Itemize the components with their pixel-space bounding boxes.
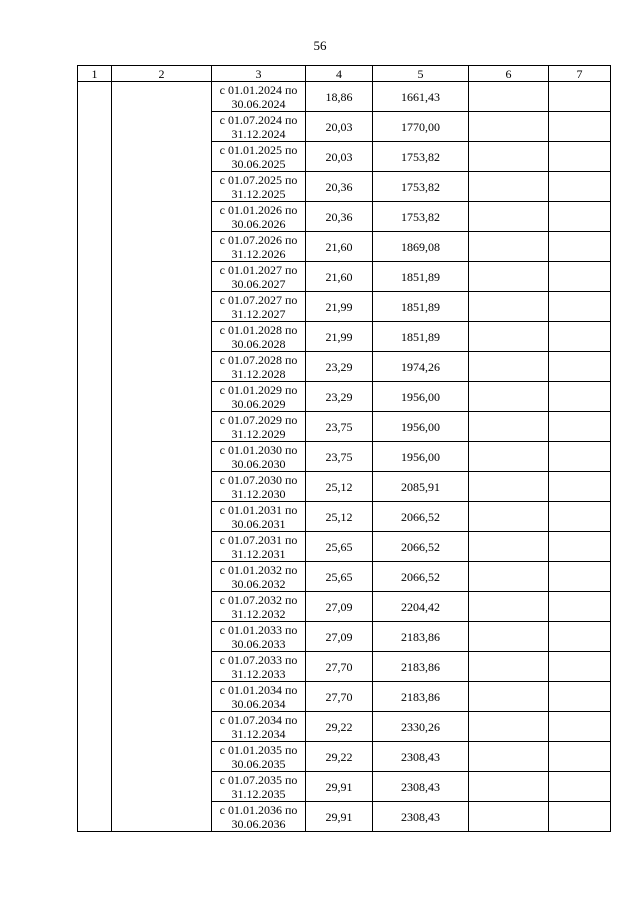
period-from: с 01.01.2036 по	[219, 802, 298, 817]
empty-col7	[549, 142, 611, 172]
value-col4: 27,70	[306, 682, 373, 712]
empty-col6	[469, 712, 549, 742]
value-col4: 27,09	[306, 622, 373, 652]
period-from: с 01.01.2026 по	[219, 202, 298, 217]
empty-col7	[549, 322, 611, 352]
period-from: с 01.01.2032 по	[219, 562, 298, 577]
period-to: 31.12.2024	[231, 126, 286, 141]
period-cell	[212, 382, 306, 412]
period-cell	[212, 772, 306, 802]
period-cell	[212, 232, 306, 262]
period-from: с 01.07.2030 по	[219, 472, 298, 487]
period-to: 30.06.2024	[231, 96, 286, 111]
period-from: с 01.01.2027 по	[219, 262, 298, 277]
period-to: 30.06.2030	[231, 456, 286, 471]
empty-col7	[549, 292, 611, 322]
value-col4: 21,60	[306, 262, 373, 292]
empty-col6	[469, 262, 549, 292]
column-header: 3	[212, 66, 306, 82]
empty-col6	[469, 292, 549, 322]
period-cell	[212, 172, 306, 202]
period-cell	[212, 742, 306, 772]
period-to: 31.12.2033	[231, 666, 286, 681]
empty-col6	[469, 772, 549, 802]
period-cell	[212, 322, 306, 352]
period-cell	[212, 682, 306, 712]
empty-col7	[549, 502, 611, 532]
period-cell	[212, 562, 306, 592]
value-col5: 1753,82	[373, 142, 469, 172]
period-to: 30.06.2027	[231, 276, 286, 291]
value-col5: 1956,00	[373, 412, 469, 442]
column-header: 4	[306, 66, 373, 82]
value-col4: 23,75	[306, 412, 373, 442]
period-cell	[212, 712, 306, 742]
empty-col7	[549, 772, 611, 802]
empty-col6	[469, 802, 549, 832]
period-to: 30.06.2035	[231, 756, 286, 771]
period-from: с 01.07.2025 по	[219, 172, 298, 187]
empty-col7	[549, 442, 611, 472]
empty-col7	[549, 712, 611, 742]
empty-col6	[469, 352, 549, 382]
value-col5: 2308,43	[373, 742, 469, 772]
value-col5: 2066,52	[373, 562, 469, 592]
period-from: с 01.01.2029 по	[219, 382, 298, 397]
period-from: с 01.01.2028 по	[219, 322, 298, 337]
value-col4: 21,99	[306, 292, 373, 322]
value-col4: 25,65	[306, 532, 373, 562]
value-col4: 23,75	[306, 442, 373, 472]
value-col4: 25,12	[306, 472, 373, 502]
period-cell	[212, 472, 306, 502]
header-row	[78, 66, 611, 82]
period-from: с 01.07.2034 по	[219, 712, 298, 727]
empty-col7	[549, 112, 611, 142]
period-to: 31.12.2031	[231, 546, 286, 561]
empty-col7	[549, 802, 611, 832]
value-col5: 1869,08	[373, 232, 469, 262]
value-col5: 2204,42	[373, 592, 469, 622]
empty-col6	[469, 202, 549, 232]
period-to: 30.06.2034	[231, 696, 286, 711]
period-to: 30.06.2036	[231, 816, 286, 831]
value-col5: 1974,26	[373, 352, 469, 382]
value-col5: 1956,00	[373, 382, 469, 412]
period-to: 30.06.2025	[231, 156, 286, 171]
empty-col6	[469, 472, 549, 502]
period-to: 31.12.2025	[231, 186, 286, 201]
empty-col7	[549, 682, 611, 712]
page-number: 56	[313, 38, 327, 53]
empty-col6	[469, 322, 549, 352]
value-col4: 29,91	[306, 772, 373, 802]
empty-col6	[469, 82, 549, 112]
value-col5: 1851,89	[373, 322, 469, 352]
column-header: 7	[549, 66, 611, 82]
period-cell	[212, 442, 306, 472]
period-to: 31.12.2028	[231, 366, 286, 381]
period-from: с 01.07.2027 по	[219, 292, 298, 307]
value-col5: 1851,89	[373, 262, 469, 292]
period-to: 30.06.2031	[231, 516, 286, 531]
value-col4: 27,09	[306, 592, 373, 622]
empty-col7	[549, 622, 611, 652]
value-col5: 2183,86	[373, 652, 469, 682]
period-to: 30.06.2029	[231, 396, 286, 411]
value-col5: 2085,91	[373, 472, 469, 502]
period-cell	[212, 532, 306, 562]
empty-col7	[549, 352, 611, 382]
period-to: 31.12.2026	[231, 246, 286, 261]
period-to: 31.12.2030	[231, 486, 286, 501]
period-from: с 01.01.2034 по	[219, 682, 298, 697]
value-col5: 1753,82	[373, 172, 469, 202]
column-header: 6	[469, 66, 549, 82]
value-col5: 2066,52	[373, 502, 469, 532]
value-col5: 2330,26	[373, 712, 469, 742]
period-from: с 01.07.2031 по	[219, 532, 298, 547]
value-col4: 18,86	[306, 82, 373, 112]
empty-col6	[469, 382, 549, 412]
period-from: с 01.07.2029 по	[219, 412, 298, 427]
period-from: с 01.01.2025 по	[219, 142, 298, 157]
period-from: с 01.01.2024 по	[219, 82, 298, 97]
period-to: 31.12.2034	[231, 726, 286, 741]
empty-col7	[549, 562, 611, 592]
empty-col7	[549, 472, 611, 502]
empty-col6	[469, 412, 549, 442]
value-col4: 29,91	[306, 802, 373, 832]
period-from: с 01.01.2033 по	[219, 622, 298, 637]
empty-col7	[549, 172, 611, 202]
merged-cell-col2	[112, 82, 212, 832]
period-to: 30.06.2028	[231, 336, 286, 351]
period-to: 31.12.2035	[231, 786, 286, 801]
period-from: с 01.07.2035 по	[219, 772, 298, 787]
value-col4: 21,60	[306, 232, 373, 262]
empty-col7	[549, 412, 611, 442]
empty-col7	[549, 232, 611, 262]
period-from: с 01.01.2030 по	[219, 442, 298, 457]
value-col4: 27,70	[306, 652, 373, 682]
value-col4: 23,29	[306, 382, 373, 412]
period-to: 30.06.2033	[231, 636, 286, 651]
period-cell	[212, 802, 306, 832]
empty-col6	[469, 442, 549, 472]
empty-col7	[549, 592, 611, 622]
period-to: 31.12.2032	[231, 606, 286, 621]
value-col4: 25,12	[306, 502, 373, 532]
value-col4: 21,99	[306, 322, 373, 352]
period-cell	[212, 112, 306, 142]
period-cell	[212, 262, 306, 292]
value-col5: 1753,82	[373, 202, 469, 232]
period-to: 30.06.2026	[231, 216, 286, 231]
empty-col7	[549, 262, 611, 292]
table-row	[78, 82, 611, 112]
empty-col6	[469, 142, 549, 172]
value-col5: 2308,43	[373, 772, 469, 802]
value-col5: 2308,43	[373, 802, 469, 832]
empty-col7	[549, 532, 611, 562]
table-body	[78, 82, 611, 832]
value-col4: 20,03	[306, 142, 373, 172]
column-header: 5	[373, 66, 469, 82]
empty-col6	[469, 562, 549, 592]
value-col5: 2066,52	[373, 532, 469, 562]
period-from: с 01.01.2035 по	[219, 742, 298, 757]
value-col5: 2183,86	[373, 622, 469, 652]
period-to: 30.06.2032	[231, 576, 286, 591]
merged-cell-col1	[78, 82, 112, 832]
value-col4: 20,36	[306, 172, 373, 202]
value-col5: 2183,86	[373, 682, 469, 712]
empty-col6	[469, 172, 549, 202]
value-col5: 1851,89	[373, 292, 469, 322]
column-header: 1	[78, 66, 112, 82]
period-from: с 01.01.2031 по	[219, 502, 298, 517]
period-cell	[212, 292, 306, 322]
empty-col6	[469, 652, 549, 682]
period-cell	[212, 592, 306, 622]
empty-col6	[469, 112, 549, 142]
empty-col6	[469, 682, 549, 712]
value-col4: 29,22	[306, 712, 373, 742]
empty-col6	[469, 232, 549, 262]
empty-col6	[469, 622, 549, 652]
empty-col6	[469, 592, 549, 622]
value-col4: 23,29	[306, 352, 373, 382]
period-cell	[212, 82, 306, 112]
period-from: с 01.07.2026 по	[219, 232, 298, 247]
period-from: с 01.07.2032 по	[219, 592, 298, 607]
period-from: с 01.07.2028 по	[219, 352, 298, 367]
empty-col7	[549, 652, 611, 682]
empty-col6	[469, 532, 549, 562]
period-from: с 01.07.2024 по	[219, 112, 298, 127]
empty-col7	[549, 742, 611, 772]
period-cell	[212, 202, 306, 232]
period-cell	[212, 352, 306, 382]
period-to: 31.12.2027	[231, 306, 286, 321]
period-cell	[212, 502, 306, 532]
tariff-table	[77, 65, 611, 832]
period-cell	[212, 622, 306, 652]
period-cell	[212, 652, 306, 682]
empty-col6	[469, 502, 549, 532]
period-cell	[212, 412, 306, 442]
value-col4: 29,22	[306, 742, 373, 772]
empty-col7	[549, 202, 611, 232]
empty-col6	[469, 742, 549, 772]
column-header: 2	[112, 66, 212, 82]
value-col5: 1956,00	[373, 442, 469, 472]
empty-col7	[549, 382, 611, 412]
value-col4: 20,03	[306, 112, 373, 142]
period-to: 31.12.2029	[231, 426, 286, 441]
period-from: с 01.07.2033 по	[219, 652, 298, 667]
value-col5: 1770,00	[373, 112, 469, 142]
value-col4: 20,36	[306, 202, 373, 232]
empty-col7	[549, 82, 611, 112]
value-col4: 25,65	[306, 562, 373, 592]
value-col5: 1661,43	[373, 82, 469, 112]
period-cell	[212, 142, 306, 172]
